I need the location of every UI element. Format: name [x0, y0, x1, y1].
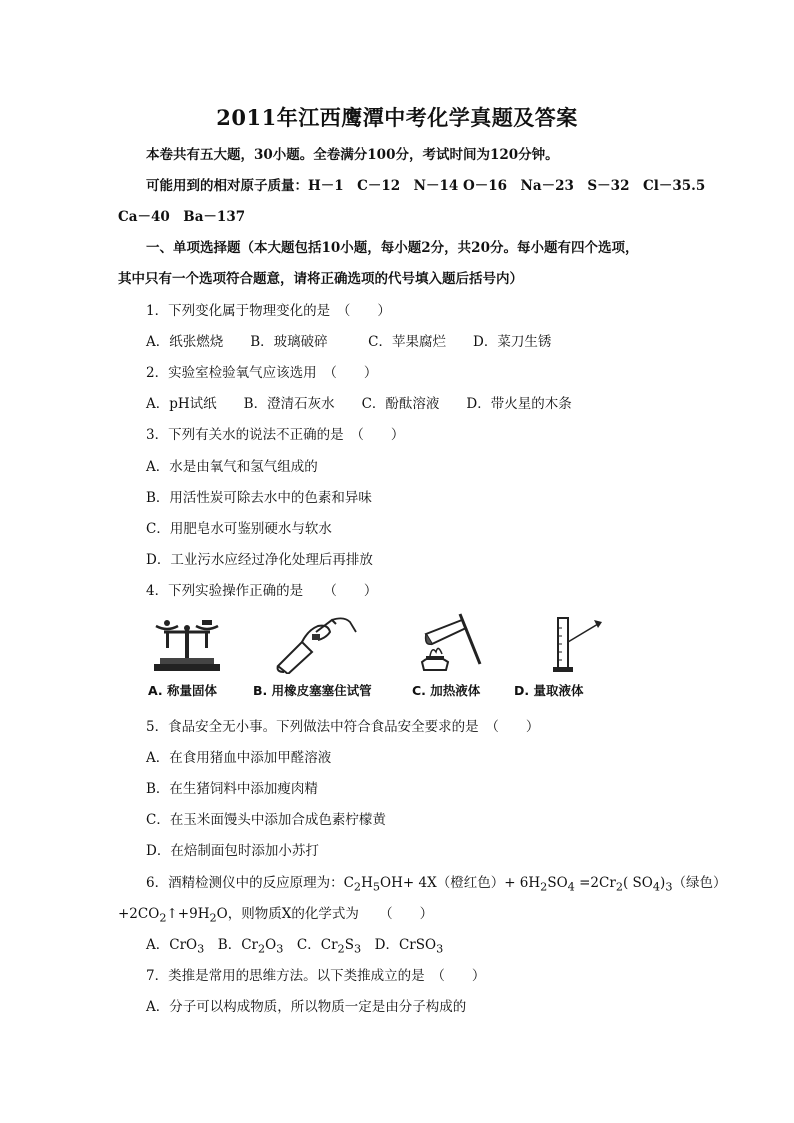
- section-1-heading-line-2: 其中只有一个选项符合题意，请将正确选项的代号填入题后括号内）: [118, 271, 523, 287]
- question-5-option-a: A．在食用猪血中添加甲醛溶液: [146, 750, 332, 766]
- question-3-option-a: A．水是由氧气和氢气组成的: [146, 459, 318, 475]
- question-3-option-c: C．用肥皂水可鉴别硬水与软水: [146, 521, 332, 537]
- question-5-option-b: B．在生猪饲料中添加瘦肉精: [146, 781, 318, 797]
- measuring-cylinder-figure: [548, 612, 608, 674]
- question-6: 6．酒精检测仪中的反应原理为：$C_2H_5OH+ 4X$（橙红色）+ $6H_2SO_4 =2Cr_2$( $SO_4)_3$（绿色）: [146, 875, 727, 894]
- question-7-option-a: A．分子可以构成物质，所以物质一定是由分子构成的: [146, 999, 467, 1015]
- question-1-options: A．纸张燃烧 B．玻璃破碎 C．苹果腐烂 D．菜刀生锈: [146, 334, 552, 350]
- question-2: 2．实验室检验氧气应该选用 （ ）: [146, 365, 378, 381]
- page-title: 2011年江西鹰潭中考化学真题及答案: [216, 105, 578, 130]
- question-7: 7．类推是常用的思维方法。以下类推成立的是 （ ）: [146, 968, 486, 984]
- question-4: 4．下列实验操作正确的是 （ ）: [146, 583, 378, 599]
- question-3-option-d: D．工业污水应经过净化处理后再排放: [146, 552, 373, 568]
- figure-a-caption: A. 称量固体: [148, 683, 218, 698]
- figure-b-caption: B. 用橡皮塞塞住试管: [253, 683, 372, 698]
- section-1-heading-line-1: 一、单项选择题（本大题包括10小题，每小题2分，共20分。每小题有四个选项，: [146, 240, 639, 256]
- balance-scale-figure: [150, 612, 225, 674]
- question-3-option-b: B．用活性炭可除去水中的色素和异味: [146, 490, 372, 506]
- figure-d-caption: D. 量取液体: [514, 683, 584, 698]
- heating-liquid-figure: [410, 612, 490, 674]
- figure-c-caption: C. 加热液体: [412, 683, 481, 698]
- question-2-options: A．pH试纸 B．澄清石灰水 C．酚酞溶液 D．带火星的木条: [146, 396, 572, 412]
- atomic-mass-line-1: 可能用到的相对原子质量：H－1 C－12 N－14 O－16 Na－23 S－32 Cl－35.5: [146, 178, 706, 194]
- question-6-options: A．CrO$_3$ B．$Cr_2O_3$ C．$Cr_2S_3$ D．CrSO$_3$: [146, 937, 444, 956]
- question-6-continued: $+2CO_2↑+9H_2O$，则物质X的化学式为 （ ）: [118, 906, 434, 925]
- question-1: 1．下列变化属于物理变化的是 （ ）: [146, 303, 391, 319]
- atomic-mass-line-2: Ca－40 Ba－137: [118, 209, 246, 225]
- question-5-option-c: C．在玉米面馒头中添加合成色素柠檬黄: [146, 812, 386, 828]
- stopper-test-tube-figure: [272, 612, 362, 674]
- question-3: 3．下列有关水的说法不正确的是 （ ）: [146, 427, 405, 443]
- exam-intro: 本卷共有五大题，30小题。全卷满分100分，考试时间为120分钟。: [146, 147, 559, 163]
- question-5-option-d: D．在焙制面包时添加小苏打: [146, 843, 319, 859]
- question-5: 5．食品安全无小事。下列做法中符合食品安全要求的是 （ ）: [146, 719, 540, 735]
